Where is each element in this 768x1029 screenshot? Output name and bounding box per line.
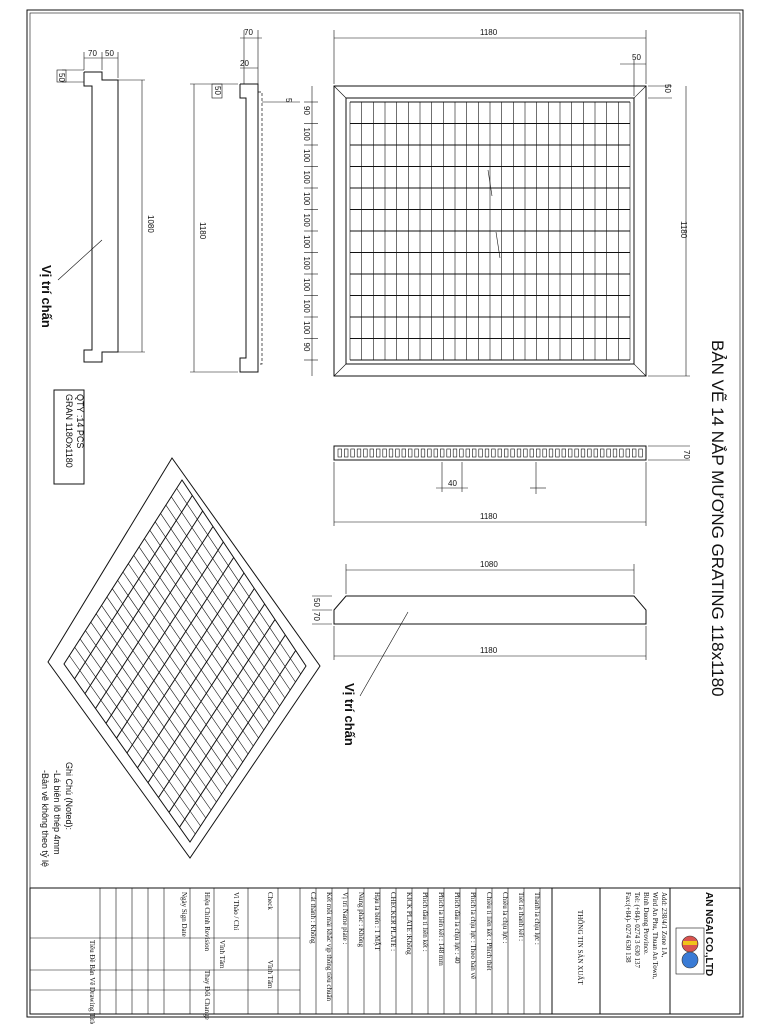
elevation-slot: [383, 449, 387, 457]
company-logo-icon: [676, 928, 704, 974]
tb-row-8: KICK PLATE :Không: [405, 892, 413, 955]
dim-side-70: 70: [88, 49, 97, 58]
elevation-slot: [472, 449, 476, 457]
elevation-slot: [396, 449, 400, 457]
tb-row-11: Nung phác : Không: [357, 892, 365, 948]
dim-lower-70: 70: [312, 612, 321, 621]
elevation-slot: [492, 449, 496, 457]
elevation-slot: [530, 449, 534, 457]
tb-vi-name: Vĩnh Tâm: [218, 940, 226, 969]
elevation-slot: [434, 449, 438, 457]
tb-row-14: Cắt thành : Không: [309, 892, 317, 944]
tb-change-label: Thay Đổi Change: [203, 970, 211, 1020]
elevation-slot: [357, 449, 361, 457]
dim-lower-50: 50: [312, 598, 321, 607]
elevation-slot: [415, 449, 419, 457]
elevation-slot: [376, 449, 380, 457]
elevation-slot: [556, 449, 560, 457]
elevation-slot: [351, 449, 355, 457]
title-block: [30, 888, 740, 1024]
elevation-slot: [370, 449, 374, 457]
grating-plan-view: [302, 28, 690, 376]
company-addr-2: Wird An Phu, Thuan An Town,: [651, 892, 659, 980]
elevation-slot: [549, 449, 553, 457]
company-tel: Tel: (+84)- 0274 3 630 137: [633, 892, 641, 968]
tb-check-label: Check: [266, 892, 274, 910]
dim-side-50-left: 50: [57, 73, 66, 82]
dim-frame-70: 70: [244, 28, 253, 37]
tb-row-9: CHECKER PLATE :: [389, 892, 397, 952]
elevation-slot: [632, 449, 636, 457]
elevation-slot: [517, 449, 521, 457]
elevation-slot: [581, 449, 585, 457]
elevation-slot: [504, 449, 508, 457]
tb-rev-label: Hiệu Chỉnh Revision: [203, 892, 211, 952]
elevation-slot: [594, 449, 598, 457]
tb-row-1: Tiết la thanh kết :: [517, 892, 525, 942]
gran-line-2: QTY :14 PCS: [75, 394, 85, 449]
elevation-slot: [479, 449, 483, 457]
tb-row-13: Kết mối mài khắc vịp thống tiêu chuẩn: [325, 892, 333, 1002]
elevation-slot: [440, 449, 444, 457]
dim-pitch-6: 100: [302, 235, 311, 249]
dim-plan-top-1180: 1180: [480, 28, 498, 37]
dim-pitch-7: 100: [302, 256, 311, 270]
notes-block: [40, 762, 74, 867]
tb-sign-label: Ngày Sign Date: [180, 892, 188, 937]
company-addr-3: Binh Duong Province.: [642, 892, 650, 955]
elevation-slot: [389, 449, 393, 457]
tb-row-10: Hậu la biến : 1 MẶT: [373, 892, 381, 951]
side-profile-view: [39, 49, 155, 362]
company-addr-1: Add: 238/4/1 Zone 1A,: [660, 892, 668, 958]
dim-pitch-0: 90: [302, 106, 311, 115]
grating-elevation-view: [334, 446, 691, 526]
elevation-slot: [562, 449, 566, 457]
gran-label-box: [54, 390, 85, 484]
drawing-title: BẢN VẼ 14 NẮP MƯƠNG GRATING 118x1180: [708, 340, 727, 697]
dim-lower-1080: 1080: [480, 560, 498, 569]
tb-heading: THÔNG TIN SẢN XUẤT: [576, 910, 584, 985]
elevation-slot: [543, 449, 547, 457]
frame-side-view: [190, 28, 300, 372]
elevation-slot: [600, 449, 604, 457]
tb-row-12: Vị trí Name plate :: [341, 892, 349, 945]
dim-plan-50-top: 50: [632, 53, 641, 62]
elevation-slot: [607, 449, 611, 457]
dim-lower-1180: 1180: [480, 646, 498, 655]
tb-row-4: Phích la chịu lực : Theo bản vẽ: [469, 892, 477, 980]
elevation-slot: [344, 449, 348, 457]
dim-plan-50-right: 50: [663, 84, 672, 93]
elevation-slot: [639, 449, 643, 457]
elevation-slot: [453, 449, 457, 457]
dim-pitch-5: 100: [302, 213, 311, 227]
elevation-slot: [536, 449, 540, 457]
dim-plan-right-1180: 1180: [679, 221, 688, 239]
elevation-slot: [498, 449, 502, 457]
dim-pitch-2: 100: [302, 149, 311, 163]
elevation-slot: [511, 449, 515, 457]
label-position-mark-2: Vị trí chấn: [342, 683, 357, 746]
bar-elevation-view: [312, 560, 646, 746]
tb-row-6: Phích la liên kết : 148 mm: [437, 892, 445, 966]
notes-line-2: -Bản vẽ không theo tỷ lệ: [40, 770, 50, 868]
dim-pitch-3: 100: [302, 170, 311, 184]
grating-isometric-view: [48, 458, 320, 858]
dim-frame-5: 5: [284, 98, 293, 103]
elevation-slot: [626, 449, 630, 457]
elevation-slot: [447, 449, 451, 457]
dim-pitch-9: 100: [302, 299, 311, 313]
tb-row-3: Chiều ti liên kết : Phích thết: [485, 892, 493, 971]
dim-side-50: 50: [105, 49, 114, 58]
elevation-slot: [524, 449, 528, 457]
elevation-slot: [428, 449, 432, 457]
tb-row-7: Phích đầu ti liên kết :: [421, 892, 429, 952]
tb-row-2: Chiều la chịu lực :: [501, 892, 509, 944]
elevation-slot: [338, 449, 342, 457]
elevation-slot: [588, 449, 592, 457]
dim-frame-20: 20: [240, 59, 249, 68]
tb-drawing-title-label: Tiêu Đề Bản Vẽ Drawing Title: [88, 940, 96, 1024]
elevation-slot: [460, 449, 464, 457]
elevation-slot: [421, 449, 425, 457]
dim-pitch-4: 100: [302, 192, 311, 206]
elevation-slot: [575, 449, 579, 457]
dim-side-1080: 1080: [146, 215, 155, 233]
elevation-slot: [364, 449, 368, 457]
elevation-slot: [466, 449, 470, 457]
dim-elev-40: 40: [448, 479, 457, 488]
tb-vi-label: Vi Thảo / Chỉ: [232, 892, 240, 931]
dim-pitch-1: 100: [302, 127, 311, 141]
elevation-slot: [613, 449, 617, 457]
company-name: AN NGAI CO.,LTD: [703, 892, 714, 977]
dim-frame-1180: 1180: [198, 222, 207, 240]
elevation-slot: [620, 449, 624, 457]
elevation-slot: [485, 449, 489, 457]
elevation-slot: [402, 449, 406, 457]
elevation-slot: [408, 449, 412, 457]
dim-elev-1180: 1180: [480, 512, 498, 521]
label-position-mark-1: Vị trí chấn: [39, 265, 54, 328]
tb-row-0: Thanh la chịu lực :: [533, 892, 541, 945]
dim-pitch-8: 100: [302, 278, 311, 292]
gran-line-1: GRAN 118Ox1180: [64, 394, 74, 468]
elevation-slot: [568, 449, 572, 457]
dim-pitch-10: 100: [302, 321, 311, 335]
tb-row-5: Phích đầu la chịu lực : 40: [453, 892, 461, 964]
company-fax: Fax:(+84)- 0274 630 138: [624, 892, 632, 963]
dim-frame-50: 50: [213, 86, 222, 95]
notes-title: Ghi Chú (Noted):: [64, 762, 74, 831]
notes-line-1: -Lá biên lõ thép 4mm: [52, 770, 62, 855]
dim-elev-70: 70: [682, 450, 691, 459]
dim-pitch-11: 90: [302, 342, 311, 352]
tb-check-name: Vĩnh Tâm: [266, 960, 274, 989]
